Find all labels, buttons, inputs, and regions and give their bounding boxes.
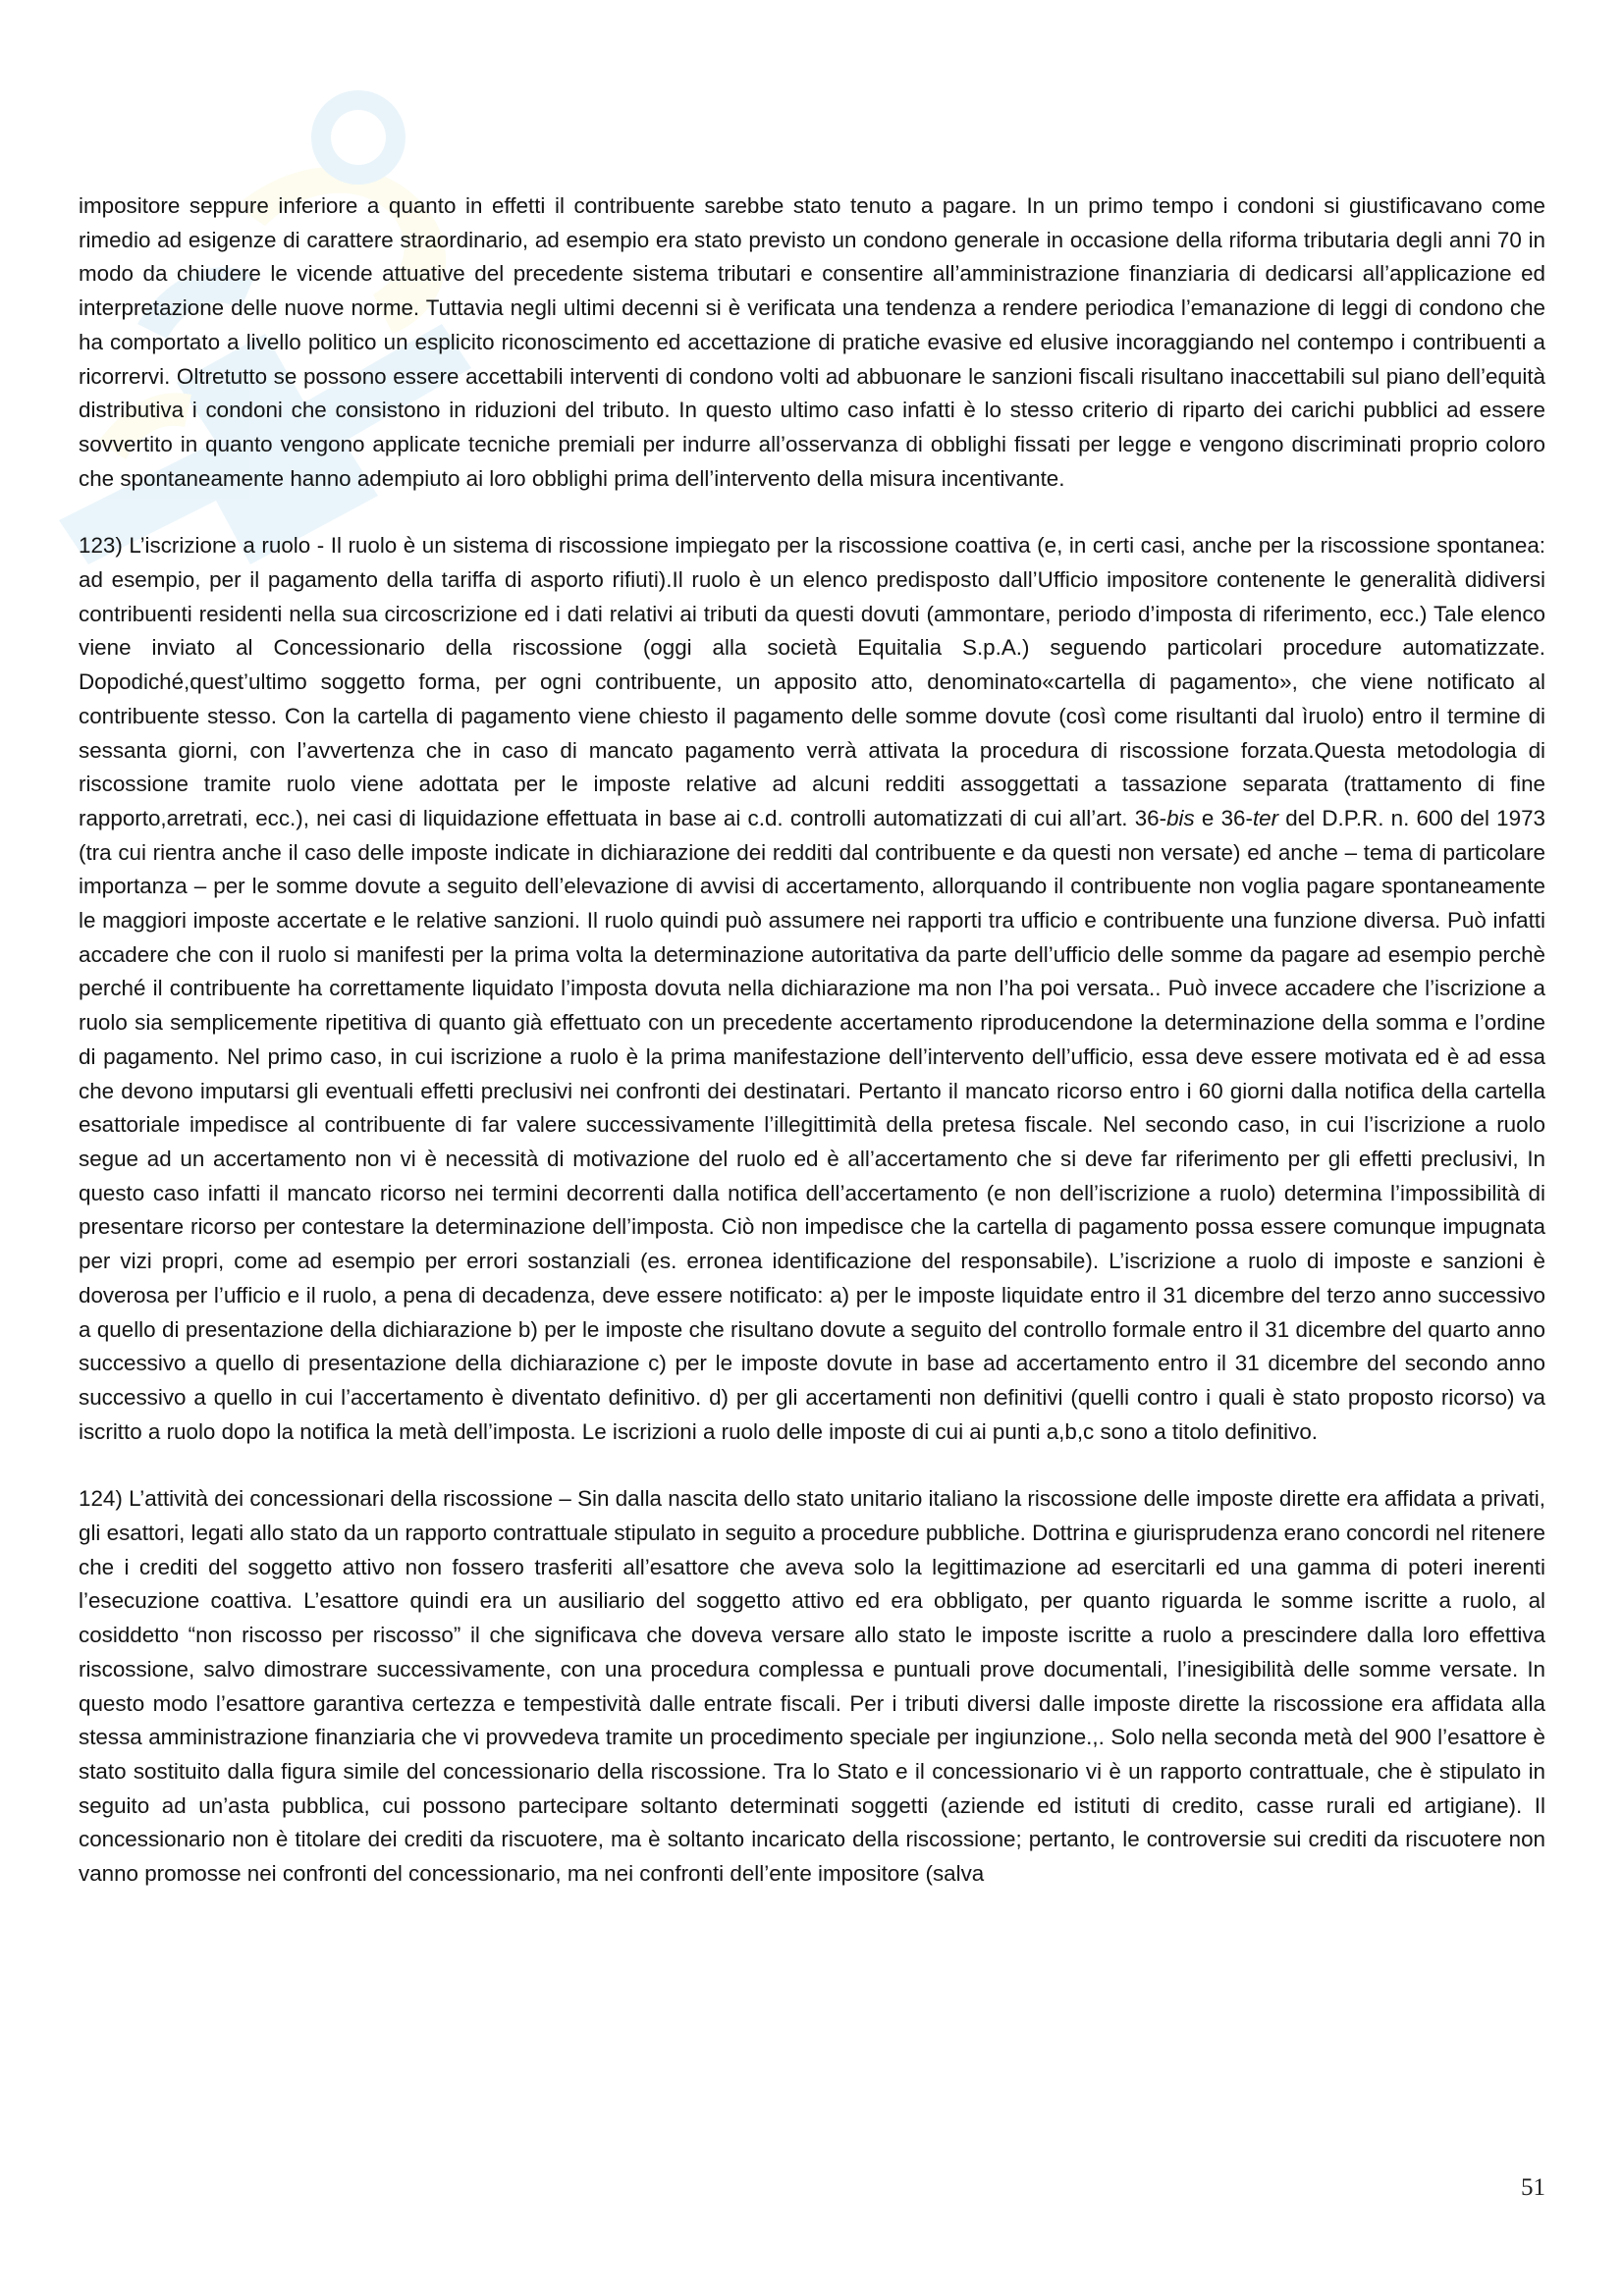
paragraph-intro-condoni: impositore seppure inferiore a quanto in effetti il contribuente sarebbe stato tenuto a pagare. In un primo tempo i condoni si giustificavano come rimedio ad esigenze di carattere straordinario, ad esempio era stato previsto un condono generale in occasione della riforma tributaria degli anni 70 in modo da chiudere le vicende attuative del precedente sistema tributari e consentire all’amministrazione finanziaria di dedicarsi all’applicazione ed interpretazione delle nuove norme. Tuttavia negli ultimi decenni si è verificata una tendenza a rendere periodica l’emanazione di leggi di condono che ha comportato a livello politico un esplicito riconoscimento ed accettazione di pratiche evasive ed elusive incoraggiando nel contempo i contribuenti a ricorrervi. Oltretutto se possono essere accettabili interventi di condono volti ad abbuonare le sanzioni fiscali risultano inaccettabili sul piano dell’equità distributiva i condoni che consistono in riduzioni del tributo. In questo ultimo caso infatti è lo stesso criterio di riparto dei carichi pubblici ad essere sovvertito in quanto vengono applicate tecniche premiali per indurre all’osservanza di obblighi fissati per legge e vengono discriminati proprio coloro che spontaneamente hanno adempiuto ai loro obblighi prima dell’intervento della misura incentivante. bbox=[79, 193, 1545, 491]
section-123-text-before: 123) L’iscrizione a ruolo - Il ruolo è un sistema di riscossione impiegato per la riscossione coattiva (e, in certi casi, anche per la riscossione spontanea: ad esempio, per il pagamento della tariffa di asporto rifiuti).Il ruolo è un elenco predisposto dall’Ufficio impositore contenente le generalità didiversi contribuenti residenti nella sua circoscrizione ed i dati relativi ai tributi da questi dovuti (ammontare, periodo d’imposta di riferimento, ecc.) Tale elenco viene inviato al Concessionario della riscossione (oggi alla società Equitalia S.p.A.) seguendo particolari procedure automatizzate. Dopodiché,quest’ultimo soggetto forma, per ogni contribuente, un apposito atto, denominato«cartella di pagamento», che viene notificato al contribuente stesso. Con la cartella di pagamento viene chiesto il pagamento delle somme dovute (così come risultanti dal ìruolo) entro il termine di sessanta giorni, con l’avvertenza che in caso di mancato pagamento verrà attivata la procedura di riscossione forzata.Questa metodologia di riscossione tramite ruolo viene adottata per le imposte relative ad alcuni redditi assoggettati a tassazione separata (trattamento di fine rapporto,arretrati, ecc.), nei casi di liquidazione effettuata in base ai c.d. controlli automatizzati di cui all’art. 36- bbox=[79, 533, 1545, 830]
section-123-italic-ter: ter bbox=[1252, 805, 1279, 830]
paragraph-section-124: 124) L’attività dei concessionari della riscossione – Sin dalla nascita dello stato unitario italiano la riscossione delle imposte dirette era affidata a privati, gli esattori, legati allo stato da un rapporto contrattuale stipulato in seguito a procedure pubbliche. Dottrina e giurisprudenza erano concordi nel ritenere che i crediti del soggetto attivo non fossero trasferiti all’esattore che aveva solo la legittimazione ad esercitarli ed una gamma di poteri inerenti l’esecuzione coattiva. L’esattore quindi era un ausiliario del soggetto attivo ed era obbligato, per quanto riguarda le somme iscritte a ruolo, al cosiddetto “non riscosso per riscosso” il che significava che doveva versare allo stato le imposte iscritte a ruolo a prescindere dalla loro effettiva riscossione, salvo dimostrare successivamente, con una procedura complessa e puntuali prove documentali, l’inesigibilità delle somme versate. In questo modo l’esattore garantiva certezza e tempestività dalle entrate fiscali. Per i tributi diversi dalle imposte dirette la riscossione era affidata alla stessa amministrazione finanziaria che vi provvedeva tramite un procedimento speciale per ingiunzione.,. Solo nella seconda metà del 900 l’esattore è stato sostituito dalla figura simile del concessionario della riscossione. Tra lo Stato e il concessionario vi è un rapporto contrattuale, che è stipulato in seguito ad un’asta pubblica, cui possono partecipare soltanto determinati soggetti (aziende ed istituti di credito, casse rurali ed artigiane). Il concessionario non è titolare dei crediti da riscuotere, ma è soltanto incaricato della riscossione; pertanto, le controversie sui crediti da riscuotere non vanno promosse nei confronti del concessionario, ma nei confronti dell’ente impositore (salva bbox=[79, 1486, 1545, 1887]
document-body bbox=[79, 189, 1545, 1892]
paragraph-section-123 bbox=[79, 529, 1545, 1449]
page-number: 51 bbox=[1521, 2174, 1545, 2201]
section-123-text-middle: e 36- bbox=[1194, 805, 1253, 830]
section-123-text-after: del D.P.R. n. 600 del 1973 (tra cui rientra anche il caso delle imposte indicate in dichiarazione dei redditi dal contribuente e da questi non versate) ed anche – tema di particolare importanza – per le somme dovute a seguito dell’elevazione di avvisi di accertamento, allorquando il contribuente non voglia pagare spontaneamente le maggiori imposte accertate e le relative sanzioni. Il ruolo quindi può assumere nei rapporti tra ufficio e contribuente una funzione diversa. Può infatti accadere che con il ruolo si manifesti per la prima volta la determinazione autoritativa da parte dell’ufficio delle somme da pagare ad esempio perchè perché il contribuente ha correttamente liquidato l’imposta dovuta nella dichiarazione ma non l’ha poi versata.. Può invece accadere che l’iscrizione a ruolo sia semplicemente ripetitiva di quanto già effettuato con un precedente accertamento riproducendone la determinazione della somma e l’ordine di pagamento. Nel primo caso, in cui iscrizione a ruolo è la prima manifestazione dell’intervento dell’ufficio, essa deve essere motivata ed è ad essa che devono imputarsi gli eventuali effetti preclusivi nei confronti dei destinatari. Pertanto il mancato ricorso entro i 60 giorni dalla notifica della cartella esattoriale impedisce al contribuente di far valere successivamente l’illegittimità della pretesa fiscale. Nel secondo caso, in cui l’iscrizione a ruolo segue ad un accertamento non vi è necessità di motivazione del ruolo ed è all’accertamento che si deve far riferimento per gli effetti preclusivi, In questo caso infatti il mancato ricorso nei termini decorrenti dalla notifica dell’accertamento (e non dell’iscrizione a ruolo) determina l’impossibilità di presentare ricorso per contestare la determinazione dell’imposta. Ciò non impedisce che la cartella di pagamento possa essere comunque impugnata per vizi propri, come ad esempio per errori sostanziali (es. erronea identificazione del responsabile). L’iscrizione a ruolo di imposte e sanzioni è doverosa per l’ufficio e il ruolo, a pena di decadenza, deve essere notificato: a) per le imposte liquidate entro il 31 dicembre del terzo anno successivo a quello di presentazione della dichiarazione b) per le imposte che risultano dovute a seguito del controllo formale entro il 31 dicembre del quarto anno successivo a quello di presentazione della dichiarazione c) per le imposte dovute in base ad accertamento entro il 31 dicembre del secondo anno successivo a quello in cui l’accertamento è diventato definitivo. d) per gli accertamenti non definitivi (quelli contro i quali è stato proposto ricorso) va iscritto a ruolo dopo la notifica la metà dell’imposta. Le iscrizioni a ruolo delle imposte di cui ai punti a,b,c sono a titolo definitivo. bbox=[79, 805, 1545, 1444]
section-123-italic-bis: bis bbox=[1166, 805, 1195, 830]
